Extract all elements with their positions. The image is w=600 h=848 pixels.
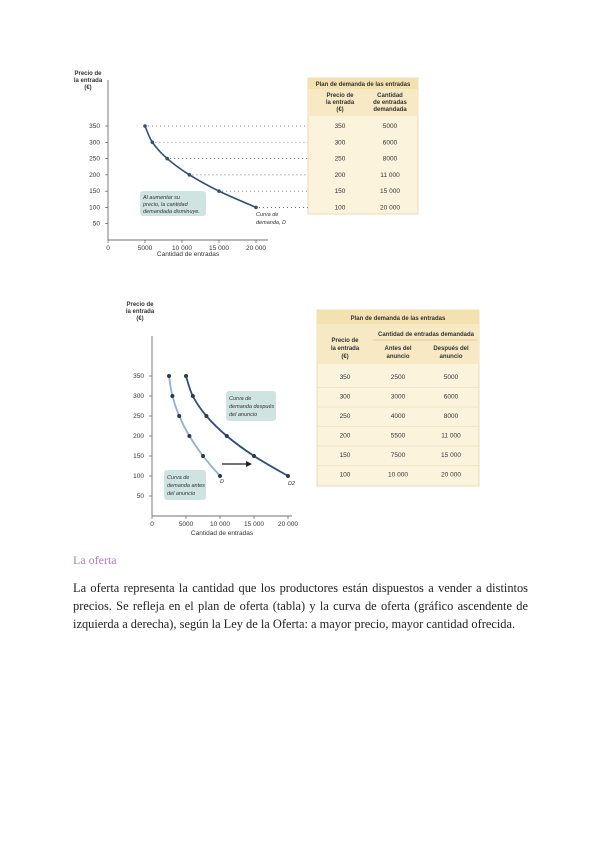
y-tick-label: 350 <box>89 123 100 130</box>
table-cell-before: 3000 <box>390 393 406 401</box>
data-point <box>188 173 192 177</box>
y-tick-label: 200 <box>89 171 100 179</box>
table-cell-quantity: 11 000 <box>380 171 400 179</box>
data-point-d2 <box>184 374 188 378</box>
schedule-table <box>308 78 418 214</box>
table-cell-before: 7500 <box>390 452 406 459</box>
x-axis-label: Cantidad de entradas <box>190 530 254 537</box>
y-tick-label: 50 <box>92 220 100 228</box>
data-point-d2 <box>204 414 208 418</box>
y-tick-label: 350 <box>133 373 144 380</box>
y-tick-label: 250 <box>133 413 144 420</box>
table-cell-price: 250 <box>339 413 351 420</box>
figure-demand-schedule <box>70 66 430 266</box>
data-point <box>217 189 221 193</box>
y-axis-title-line: la entrada <box>125 309 155 315</box>
annotation-box <box>140 191 206 216</box>
col-header: la entrada <box>325 100 355 106</box>
data-point-d2 <box>286 474 290 478</box>
y-axis-title-line: la entrada <box>73 78 103 84</box>
data-point-d2 <box>191 394 195 398</box>
col-header: Precio de <box>326 93 354 99</box>
y-tick-label: 250 <box>89 155 100 163</box>
data-point-d <box>218 474 222 478</box>
table-cell-after: 20 000 <box>441 471 461 479</box>
x-tick-label: 5000 <box>178 521 194 528</box>
y-axis-title-line: Precio de <box>74 71 102 77</box>
x-tick-label: 15 000 <box>244 521 264 528</box>
shift-arrow <box>222 461 252 467</box>
table-cell-before: 4000 <box>390 413 406 420</box>
schedule-table-2 <box>317 310 479 486</box>
series-label-d2: D2 <box>288 481 296 487</box>
col-header: anuncio <box>439 354 463 360</box>
demand-chart-2 <box>110 296 490 546</box>
curve-label <box>256 212 286 226</box>
annotation-line: demanda después <box>229 404 275 410</box>
data-point-d <box>177 414 181 418</box>
table-cell-before: 2500 <box>390 374 406 381</box>
annotation-line: del anuncio <box>167 491 196 497</box>
y-axis-title-line: (€) <box>84 85 92 91</box>
y-tick-label: 300 <box>89 139 100 147</box>
col-header: Cantidad <box>377 93 403 99</box>
group-header: Cantidad de entradas demandada <box>377 332 475 338</box>
annotation-line: Al aumentar su <box>143 195 180 201</box>
table-title: Plan de demanda de las entradas <box>350 316 446 322</box>
y-tick-label: 50 <box>136 493 144 500</box>
body-paragraph: La oferta representa la cantidad que los productores están dispuestos a vender a distintos precios. Se refleja en el plan de oferta (tabla) y la curva de oferta (gráfico ascendente de izquierda a derecha), según la Ley de la Oferta: a mayor precio, mayor cantidad ofrecida. <box>73 581 528 631</box>
curve-label-line: Curva de <box>256 212 279 218</box>
table-cell-price: 250 <box>334 155 346 163</box>
col-header: Precio de <box>331 338 359 344</box>
table-cell-price: 350 <box>334 123 346 130</box>
table-title: Plan de demanda de las entradas <box>315 82 411 88</box>
col-header: Antes del <box>384 346 412 352</box>
y-axis-title-line: Precio de <box>126 302 154 308</box>
y-tick-label: 150 <box>89 188 100 196</box>
data-point <box>254 206 258 210</box>
annotation-line: demanda antes <box>167 483 205 489</box>
table-cell-price: 100 <box>334 204 346 212</box>
annotation-before <box>164 470 206 500</box>
col-header: (€) <box>336 107 344 113</box>
curve-label-line: demanda, D <box>256 220 286 226</box>
x-tick-label: 0 <box>106 245 110 252</box>
table-cell-after: 5000 <box>443 374 459 381</box>
data-point <box>165 157 169 161</box>
annotation-line: precio, la cantidad <box>143 202 188 208</box>
col-header: de entradas <box>373 100 407 106</box>
data-point-d <box>201 454 205 458</box>
data-point <box>143 124 147 128</box>
demand-chart-1 <box>70 66 430 266</box>
y-tick-label: 200 <box>133 433 144 440</box>
table-cell-before: 10 000 <box>388 471 408 479</box>
y-axis-title-line: (€) <box>136 316 144 322</box>
table-cell-quantity: 8000 <box>382 155 398 163</box>
y-tick-label: 150 <box>133 453 144 460</box>
figure-demand-shift <box>110 296 490 546</box>
table-cell-price: 150 <box>339 452 351 459</box>
col-header: demandada <box>373 107 407 113</box>
col-header: (€) <box>341 354 349 360</box>
annotation-line: Curva de <box>229 396 252 402</box>
x-tick-label: 5000 <box>137 245 153 252</box>
y-tick-label: 300 <box>133 393 144 400</box>
table-cell-after: 8000 <box>443 413 459 420</box>
table-cell-price: 150 <box>334 188 346 196</box>
table-cell-quantity: 6000 <box>382 139 398 147</box>
table-cell-price: 200 <box>334 171 346 179</box>
x-tick-label: 20 000 <box>278 521 298 528</box>
table-cell-quantity: 15 000 <box>380 188 400 196</box>
x-tick-label: 10 000 <box>172 245 192 252</box>
table-cell-price: 300 <box>339 393 351 401</box>
data-point-d <box>170 394 174 398</box>
x-tick-label: 15 000 <box>209 245 229 252</box>
table-cell-after: 11 000 <box>441 432 461 440</box>
data-point-d <box>187 434 191 438</box>
y-axis-title <box>74 71 103 91</box>
data-point-d2 <box>225 434 229 438</box>
table-cell-price: 300 <box>334 139 346 147</box>
x-tick-label: 10 000 <box>210 521 230 528</box>
col-header: Después del <box>433 346 469 352</box>
x-axis-label: Cantidad de entradas <box>156 251 220 258</box>
y-tick-label: 100 <box>89 204 100 212</box>
x-tick-label: 20 000 <box>246 245 266 252</box>
data-point <box>151 140 155 144</box>
table-cell-after: 15 000 <box>441 452 461 459</box>
y-axis-title <box>126 302 155 322</box>
table-cell-price: 100 <box>339 471 351 479</box>
data-point-d <box>167 374 171 378</box>
demand-curve-before <box>169 376 220 476</box>
y-tick-label: 100 <box>133 473 144 480</box>
col-header: anuncio <box>386 354 410 360</box>
annotation-line: Curva de <box>167 475 190 481</box>
data-point-d2 <box>252 454 256 458</box>
table-cell-quantity: 5000 <box>382 123 398 130</box>
annotation-line: del anuncio <box>229 412 258 418</box>
table-cell-price: 350 <box>339 374 351 381</box>
table-cell-before: 5500 <box>390 432 406 440</box>
col-header: la entrada <box>330 346 360 352</box>
annotation-line: demandada disminuye. <box>143 209 200 215</box>
annotation-after <box>226 391 276 421</box>
x-tick-label: 0 <box>150 521 154 528</box>
section-heading: La oferta <box>73 553 117 567</box>
table-cell-price: 200 <box>339 432 351 440</box>
series-label-d: D <box>220 479 224 485</box>
table-cell-after: 6000 <box>443 393 459 401</box>
table-cell-quantity: 20 000 <box>380 204 400 212</box>
